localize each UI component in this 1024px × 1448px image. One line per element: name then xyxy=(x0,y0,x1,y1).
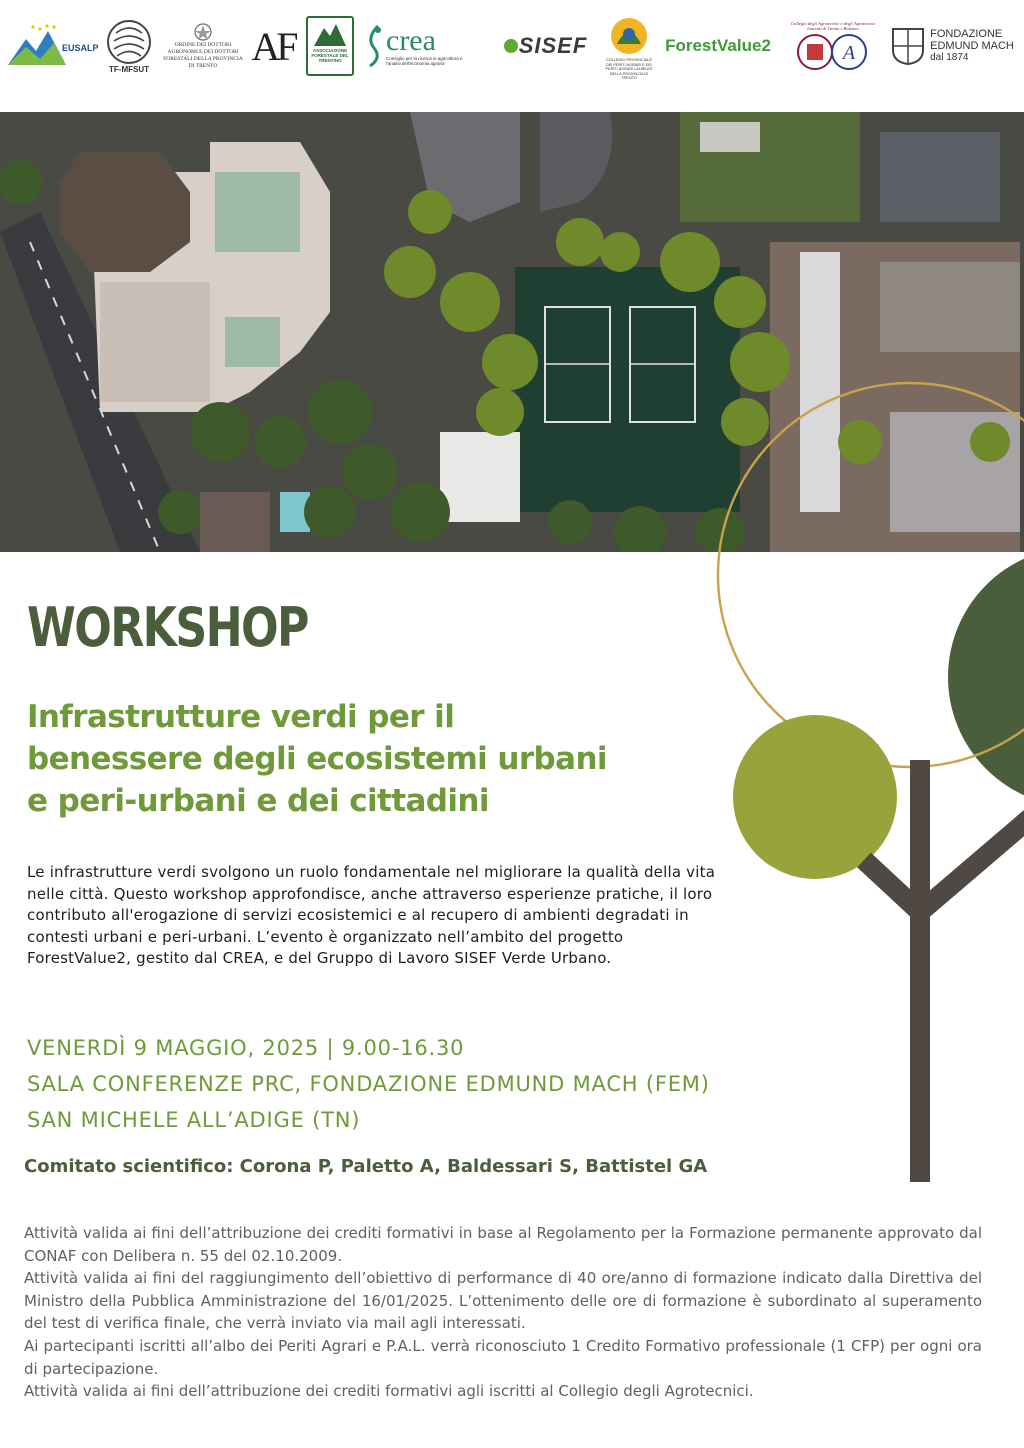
eusalp-text: EUSALP xyxy=(62,43,99,53)
fem-crest-icon xyxy=(890,26,926,66)
sisef-logo xyxy=(490,14,600,78)
agrotecnici-emblem-icon xyxy=(793,32,873,72)
olive-circle xyxy=(733,715,897,879)
workshop-title xyxy=(27,696,727,822)
event-place: SAN MICHELE ALL’ADIGE (TN) xyxy=(27,1108,361,1132)
intro-paragraph: Le infrastrutture verdi svolgono un ruolo fondamentale nel migliorare la qualità della vita nelle città. Questo workshop approfondisce, anche attraverso esperienze pratiche, il loro contributo all'erogazione di servizi ecosistemici e al recupero di ambienti degradati in contesti urbani e peri-urbani. L’evento è organizzato nell’ambito del progetto ForestValue2, gestito dal CREA, e del Gruppo di Lavoro SISEF Verde Urbano. xyxy=(27,863,716,967)
credit-notes xyxy=(24,1222,982,1403)
partner-logos-strip xyxy=(0,0,1024,112)
associazione-text: ASSOCIAZIONE FORESTALE DEL TRENTINO xyxy=(311,48,349,63)
event-details xyxy=(27,1030,847,1138)
af-logo xyxy=(248,14,298,78)
fem-line-1: FONDAZIONE xyxy=(930,28,1003,40)
forestvalue2-logo xyxy=(660,14,776,78)
collegio-periti-logo xyxy=(604,14,654,92)
fem-line-3: dal 1874 xyxy=(930,52,969,63)
af-text: AF xyxy=(251,23,295,69)
note-periti-agrari: Ai partecipanti iscritti all’albo dei Periti Agrari e P.A.L. verrà riconosciuto 1 Credito Formativo professionale (1 CFP) per ogni ora di partecipazione. xyxy=(24,1336,982,1378)
ordine-agronomi-logo xyxy=(162,14,244,78)
dark-green-circle xyxy=(948,547,1024,807)
eusalp-logo xyxy=(6,14,98,78)
note-agrotecnici: Attività valida ai fini dell’attribuzione dei crediti formativi agli iscritti al Collegio degli Agrotecnici. xyxy=(24,1382,754,1401)
tf-mfsut-text: TF-MFSUT xyxy=(109,64,149,74)
crea-text: crea xyxy=(386,24,436,57)
workshop-label: WORKSHOP xyxy=(27,596,308,659)
emblem-icon xyxy=(193,22,213,42)
scientific-committee: Comitato scientifico: Corona P, Paletto A, Baldessari S, Battistel GA xyxy=(24,1156,708,1177)
fondazione-edmund-mach-logo xyxy=(884,14,1020,78)
agrotecnici-text: Collegio degli Agrotecnici e degli Agrotecnici laureati di Trento e Bolzano xyxy=(790,20,876,31)
crea-subtext: Consiglio per la ricerca in agricoltura e l'analisi dell'economia agraria xyxy=(386,56,463,66)
associazione-forestale-logo xyxy=(306,14,354,78)
fem-line-2: EDMUND MACH xyxy=(930,40,1014,52)
collegio-emblem-icon xyxy=(609,14,649,58)
tree-trunk xyxy=(864,760,1024,1182)
mountain-icon xyxy=(312,18,348,48)
svg-text:A: A xyxy=(842,41,856,64)
collegio-text: COLLEGIO PROVINCIALE DEI PERITI AGRARI E DEI PERITI AGRARI LAUREATI DELLA PROVINCIA DI TRENTO xyxy=(605,58,653,81)
collegio-agrotecnici-logo xyxy=(790,14,876,78)
sisef-leaf-icon xyxy=(503,38,519,54)
ordine-text: ORDINE DEI DOTTORI AGRONOMI E DEI DOTTORI FORESTALI DELLA PROVINCIA DI TRENTO xyxy=(163,42,243,69)
crea-logo xyxy=(364,14,476,78)
note-performance: Attività valida ai fini del raggiungimento dell’obiettivo di performance di 40 ore/anno di formazione indicato dalla Direttiva del Ministro della Pubblica Amministrazione del 16/01/2025. L’ottenimento delle ore di formazione è subordinato al superamento del test di verifica finale, che verrà inviato via mail agli interessati. xyxy=(24,1269,982,1333)
forestvalue2-text: ForestValue2 xyxy=(665,36,771,55)
sisef-text: SISEF xyxy=(518,33,588,58)
note-conaf: Attività valida ai fini dell’attribuzione dei crediti formativi in base al Regolamento per la Formazione permanente approvato dal CONAF con Delibera n. 55 del 02.10.2009. xyxy=(24,1224,982,1265)
aerial-city-photo xyxy=(0,112,1024,552)
event-date-time: VENERDÌ 9 MAGGIO, 2025 | 9.00-16.30 xyxy=(27,1036,465,1060)
title-line-2: benessere degli ecosistemi urbani xyxy=(27,741,607,777)
event-venue: SALA CONFERENZE PRC, FONDAZIONE EDMUND MACH (FEM) xyxy=(27,1072,710,1096)
title-line-3: e peri-urbani e dei cittadini xyxy=(27,783,489,819)
crea-leaf-icon xyxy=(364,24,386,68)
title-line-1: Infrastrutture verdi per il xyxy=(27,699,455,735)
tf-mfsut-logo xyxy=(104,14,154,78)
